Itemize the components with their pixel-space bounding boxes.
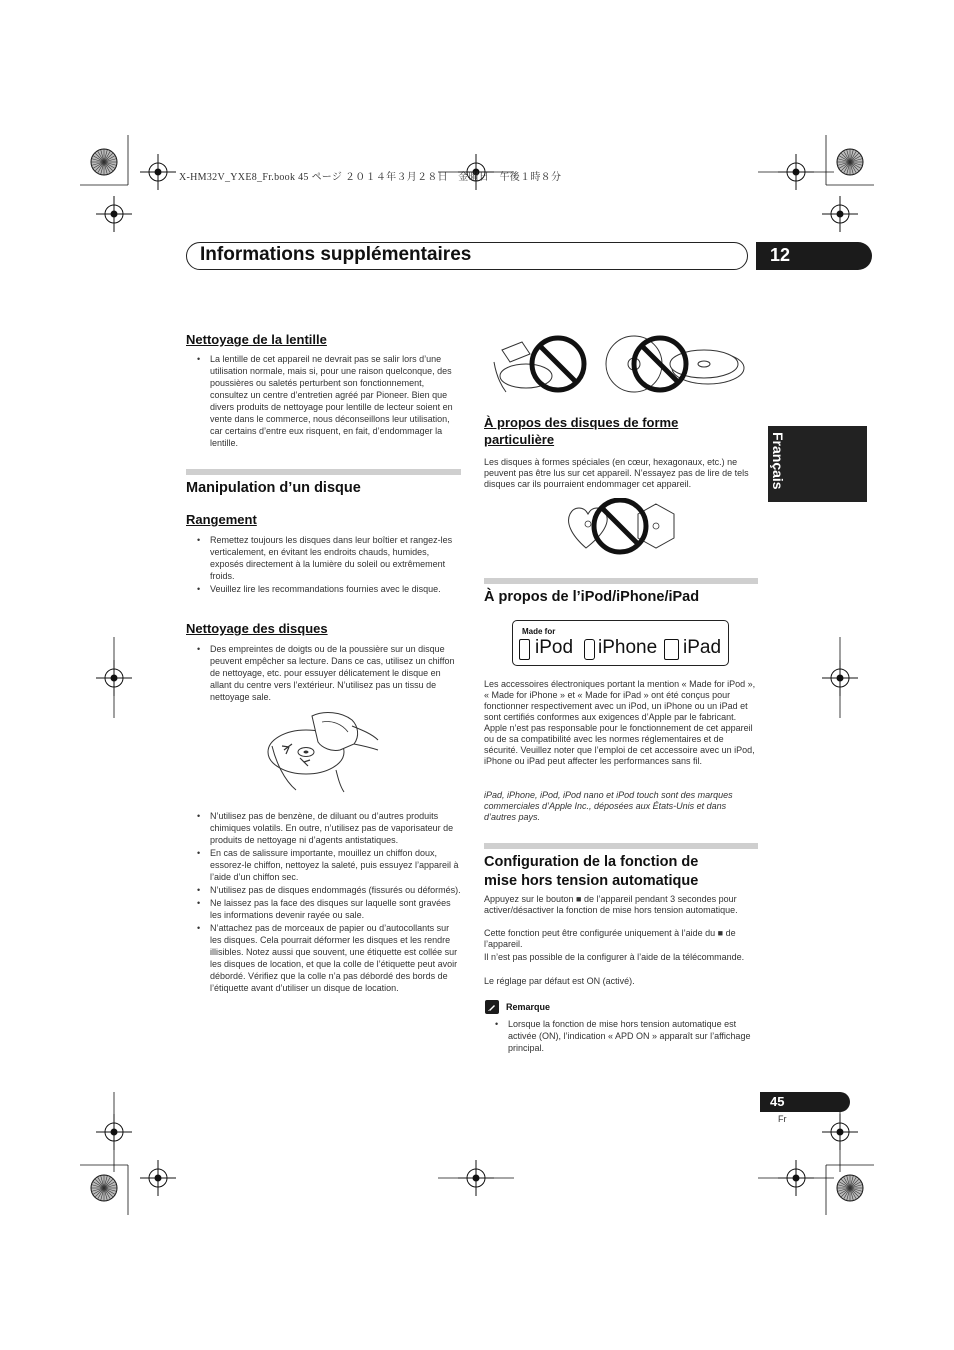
lens-cleaning-list	[186, 353, 462, 450]
list-item: • Ne laissez pas la face des disques sur laquelle sont gravées les informations devenir rayée ou sale.	[186, 897, 462, 921]
special-discs-text: Les disques à formes spéciales (en cœur, hexagonaux, etc.) ne peuvent pas être lus sur cet appareil. N’essayez pas de lire de tels disques car ils pourraient endommager cet appareil.	[484, 457, 749, 489]
ipad-logo-text: iPad	[683, 637, 722, 658]
page-number: 45	[770, 1094, 785, 1109]
made-for-label: Made for	[522, 627, 556, 636]
lens-cleaning-heading: Nettoyage de la lentille	[186, 332, 327, 347]
note-list	[484, 1018, 758, 1055]
list-item: • Veuillez lire les recommandations fournies avec le disque.	[186, 583, 462, 595]
ipad-device-icon	[664, 639, 679, 660]
disc-cleaning-heading: Nettoyage des disques	[186, 621, 328, 636]
storage-list	[186, 534, 462, 596]
prohibited-disc-use-illustration	[486, 334, 752, 396]
iphone-logo-text: iPhone	[598, 637, 658, 658]
apd-paragraph-4: Le réglage par défaut est ON (activé).	[484, 976, 635, 986]
apd-heading-2: mise hors tension automatique	[484, 873, 699, 889]
special-discs-heading-2: particulière	[484, 432, 555, 447]
shaped-discs-prohibited-illustration	[564, 498, 676, 556]
ipod-device-icon	[519, 639, 530, 660]
disc-cleaning-list	[186, 643, 462, 704]
apd-heading: Configuration de la fonction de	[484, 854, 699, 870]
section-divider	[484, 843, 758, 849]
list-item: • Remettez toujours les disques dans leur boîtier et rangez-les verticalement, en évitant les endroits chauds, humides, exposés directement à la lumière du soleil ou extrêmement froids.	[186, 534, 462, 582]
list-item: • N’utilisez pas de benzène, de diluant ou d’autres produits chimiques volatils. En outre, n’utilisez pas de vaporisateur de produits de nettoyage ni d’agents antistatiques.	[186, 810, 462, 846]
special-discs-heading: À propos des disques de forme	[484, 415, 679, 430]
page-language-code: Fr	[778, 1114, 787, 1124]
note-pencil-icon	[486, 1001, 498, 1013]
apd-paragraph-1: Appuyez sur le bouton ■ de l’appareil pendant 3 secondes pour activer/désactiver la fonction de mise hors tension automatique.	[484, 894, 738, 915]
language-tab-label: Français	[770, 432, 786, 490]
list-item: • Lorsque la fonction de mise hors tension automatique est activée (ON), l’indication « APD ON » apparaît sur l’affichage principal.	[484, 1018, 758, 1054]
note-label: Remarque	[506, 1002, 551, 1012]
list-item: • N’utilisez pas de disques endommagés (fissurés ou déformés).	[186, 884, 462, 896]
chapter-title: Informations supplémentaires	[200, 244, 472, 265]
print-header-line: X-HM32V_YXE8_Fr.book 45 ページ ２０１４年３月２８日 金曜日 午後１時８分	[179, 172, 562, 183]
ipod-compatibility-text: Les accessoires électroniques portant la mention « Made for iPod », « Made for iPhone » et « Made for iPad » ont été conçus pour fonctionner respectivement avec un iPod, un iPhone ou un iPad et sont certifiés conformes aux exigences d’Apple par le fabricant. Apple n’est pas responsable pour le fonctionnement de cet appareil ou de sa compatibilité avec les normes réglementaires et de sécurité. Veuillez noter que l’emploi de cet accessoire avec un iPod, iPhone ou iPad peut affecter les performances sans fil.	[484, 679, 756, 766]
list-item: • N’attachez pas de morceaux de papier ou d’autocollants sur les disques. Cela pourrait déformer les disques et les rendre illisibles. Notez aussi que souvent, une étiquette est collée sur les disques de location, et que la colle de l’étiquette peut avoir débordé. Vérifiez que la colle n’a pas débordé des bords de l’étiquette avant d’utiliser un disque de location.	[186, 922, 462, 994]
apd-paragraph-3: Il n’est pas possible de la configurer à l’aide de la télécommande.	[484, 952, 745, 962]
disc-cleaning-illustration	[262, 706, 382, 794]
list-item: • La lentille de cet appareil ne devrait pas se salir lors d’une utilisation normale, mais si, pour une raison quelconque, des poussières ou saletés perturbent son fonctionnement, consultez un centre d’entretien agréé par Pioneer. Bien que divers produits de nettoyage pour lentille de lecteur soient en vente dans le commerce, nous déconseillons leur utilisation, car certains d’entre eux risquent, en fait, d’endommager la lentille.	[186, 353, 462, 449]
ipod-logo-text: iPod	[535, 637, 574, 658]
apd-paragraph-2: Cette fonction peut être configurée uniquement à l’aide du ■ de l’appareil.	[484, 928, 736, 949]
apple-trademark-text: iPad, iPhone, iPod, iPod nano et iPod touch sont des marques commerciales d’Apple Inc., déposées aux États-Unis et dans d’autres pays.	[484, 790, 733, 822]
iphone-device-icon	[584, 639, 595, 660]
disc-handling-heading: Manipulation d’un disque	[186, 480, 361, 496]
section-divider	[186, 469, 461, 475]
ipod-section-heading: À propos de l’iPod/iPhone/iPad	[484, 589, 700, 605]
section-divider	[484, 578, 758, 584]
disc-cleaning-list-2	[186, 810, 462, 995]
list-item: • En cas de salissure importante, mouillez un chiffon doux, essorez-le chiffon, nettoyez la saleté, puis essuyez l’appareil à l’aide d’un chiffon sec.	[186, 847, 462, 883]
storage-heading: Rangement	[186, 512, 257, 527]
list-item: • Des empreintes de doigts ou de la poussière sur un disque peuvent empêcher sa lecture. Dans ce cas, utilisez un chiffon de nettoyage, etc. pour essuyer délicatement le disque en allant du centre vers l’extérieur. N’utilisez pas un tissu de nettoyage sale.	[186, 643, 462, 703]
chapter-number: 12	[770, 245, 791, 265]
